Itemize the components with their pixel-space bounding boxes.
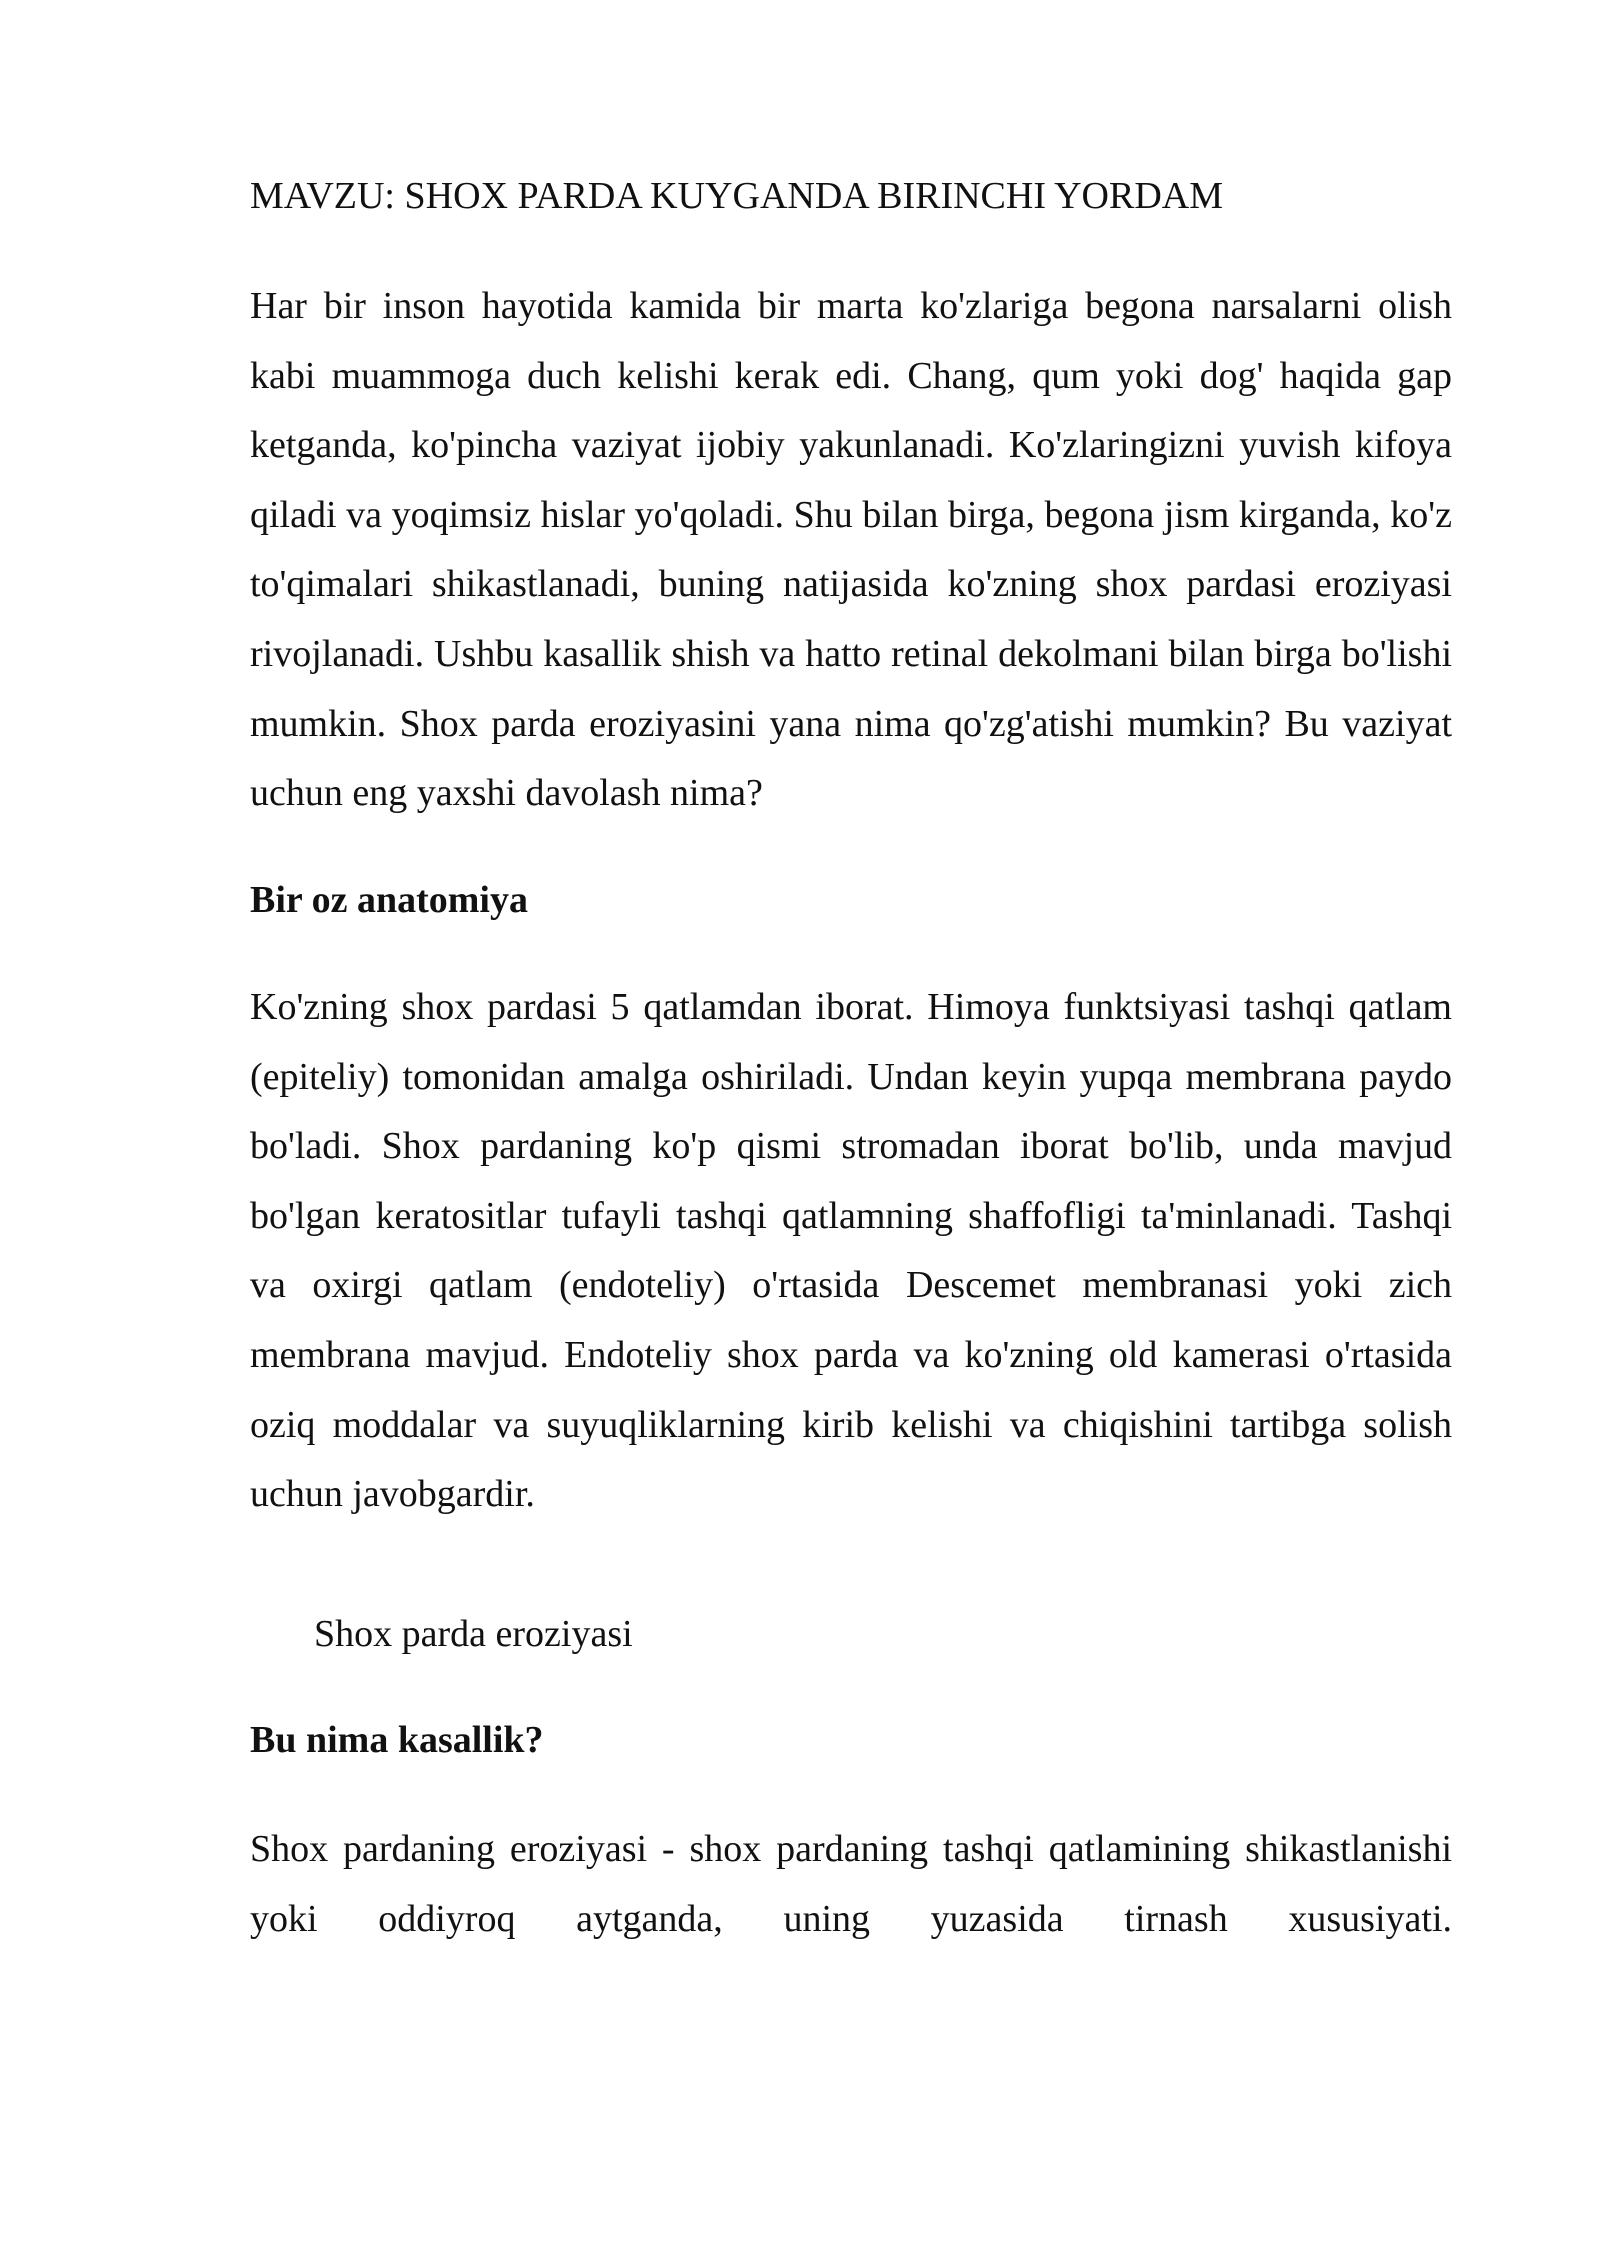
intro-paragraph: Har bir inson hayotida kamida bir marta ko'zlariga begona narsalarni olish kabi muammoga duch kelishi kerak edi. Chang, qum yoki dog' haqida gap ketganda, ko'pincha vaziyat ijobiy yakunlanadi. Ko'zlaringizni yuvish kifoya qiladi va yoqimsiz hislar yo'qoladi. Shu bilan birga, begona jism kirganda, ko'z to'qimalari shikastlanadi, buning natijasida ko'zning shox pardasi eroziyasi rivojlanadi. Ushbu kasallik shish va hatto retinal dekolmani bilan birga bo'lishi mumkin. Shox parda eroziyasini yana nima qo'zg'atishi mumkin? Bu vaziyat uchun eng yaxshi davolash nima?	[250, 285, 1452, 815]
section-heading-disease: Bu nima kasallik?	[250, 1719, 544, 1761]
document-title: MAVZU: SHOX PARDA KUYGANDA BIRINCHI YORDAM	[250, 175, 1223, 217]
section-heading-anatomy: Bir oz anatomiya	[250, 879, 528, 921]
image-caption: Shox parda eroziyasi	[314, 1613, 633, 1655]
anatomy-paragraph: Ko'zning shox pardasi 5 qatlamdan iborat. Himoya funktsiyasi tashqi qatlam (epiteliy) tomonidan amalga oshiriladi. Undan keyin yupqa membrana paydo bo'ladi. Shox pardaning ko'p qismi stromadan iborat bo'lib, unda mavjud bo'lgan keratositlar tufayli tashqi qatlamning shaffofligi ta'minlanadi. Tashqi va oxirgi qatlam (endoteliy) o'rtasida Descemet membranasi yoki zich membrana mavjud. Endoteliy shox parda va ko'zning old kamerasi o'rtasida oziq moddalar va suyuqliklarning kirib kelishi va chiqishini tartibga solish uchun javobgardir.	[250, 986, 1452, 1516]
disease-paragraph: Shox pardaning eroziyasi - shox pardaning tashqi qatlamining shikastlanishi yoki oddiyroq aytganda, uning yuzasida tirnash xususiyati.	[250, 1828, 1452, 1940]
